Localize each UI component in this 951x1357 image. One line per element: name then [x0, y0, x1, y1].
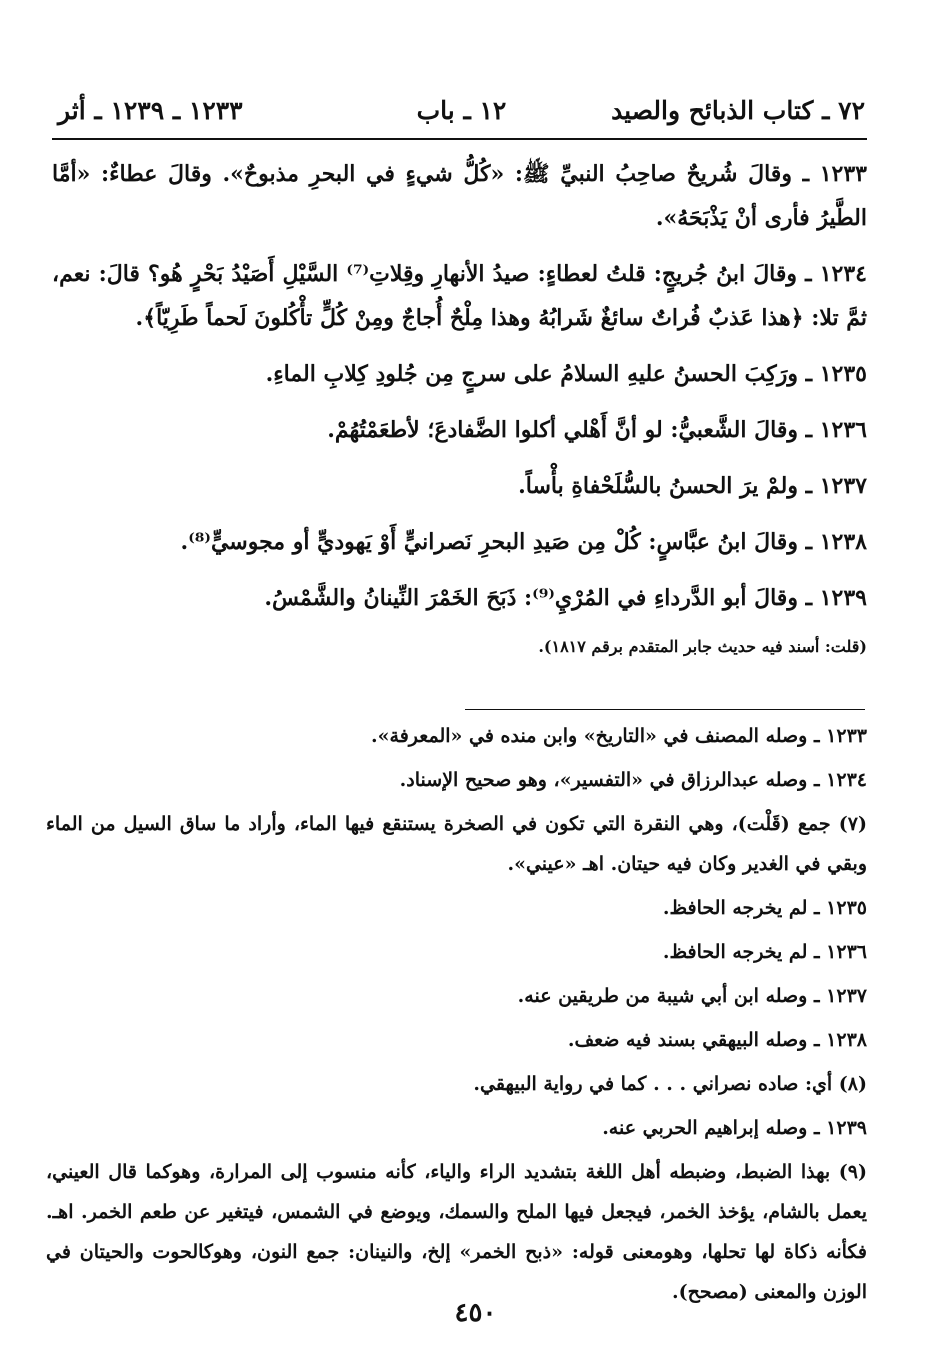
footnote-number: ١٢٣٧: [826, 985, 867, 1007]
footnote-rule: [465, 709, 865, 710]
footnote-text: ـ وصله البيهقي بسند فيه ضعف.: [567, 1029, 820, 1051]
footnote-text: ـ وصله المصنف في «التاريخ» وابن منده في «المعرفة».: [371, 725, 820, 747]
hadith-entry: [52, 252, 867, 340]
footnote-text: ـ وصله عبدالرزاق في «التفسير»، وهو صحيح الإسناد.: [399, 769, 820, 791]
hadith-text: ـ وقالَ شُريحٌ صاحِبُ النبيِّ ﷺ: «كُلُّ شيءٍ في البحرِ مذبوحٌ». وقالَ عطاءٌ: «أمَّا الطَّيرُ فأرى أنْ يَذْبَحَهُ».: [52, 161, 867, 231]
footnote-text: جمع (قَلْت)، وهي النقرة التي تكون في الصخرة يستنقع فيها الماء، وأراد ما ساق السيل من الماء وبقي في الغدير وكان فيه حيتان. اهـ «عيني».: [46, 813, 867, 875]
page-number: ٤٥٠: [454, 1298, 497, 1328]
hadith-number: ١٢٣٤: [819, 261, 867, 287]
footnote-number: ١٢٣٨: [826, 1029, 867, 1051]
header-book-title: ٧٢ ـ كتاب الذبائح والصيد: [611, 96, 865, 125]
footnote-text: ـ وصله ابن أبي شيبة من طريقين عنه.: [517, 985, 820, 1007]
hadith-number: ١٢٣٣: [819, 161, 867, 187]
hadith-number: ١٢٣٥: [819, 361, 867, 387]
hadith-text: ـ ولمْ يرَ الحسنُ بالسُّلَحْفاةِ بأْساً.: [518, 473, 813, 499]
footnote-entry: [46, 1152, 867, 1312]
main-text: [52, 152, 867, 662]
hadith-number: ١٢٣٦: [819, 417, 867, 443]
header-rule: [52, 138, 867, 140]
hadith-entry: [52, 152, 867, 240]
hadith-number: ١٢٣٩: [819, 585, 867, 611]
hadith-text: ـ وقالَ الشَّعبيُّ: لو أنَّ أَهْلي أكلوا الضَّفادعَ؛ لأطعَمْتُهُمْ.: [327, 417, 813, 443]
footnotes: [46, 716, 867, 1316]
footnote-number: ١٢٣٤: [826, 769, 867, 791]
hadith-text: ـ وقالَ ابنُ جُريجٍ: قلتُ لعطاءٍ: صيدُ الأنهارِ وقِلاتِ⁽⁷⁾ السَّيْلِ أَصَيْدُ بَحْرٍ هُو؟ قالَ: نعم، ثمَّ تلا: ﴿هذا عَذبٌ فُراتٌ سائغٌ شَرابُهُ وهذا مِلْحٌ أُجاجٌ ومِنْ كُلٍّ تأْكُلونَ لَحماً طَرِيّاً﴾.: [52, 261, 867, 331]
footnote-number: (٨): [838, 1073, 867, 1095]
footnote-entry: [46, 1108, 867, 1148]
footnote-text: أي: صاده نصراني . . . كما في رواية البيهقي.: [473, 1073, 833, 1095]
editor-note: (قلت: أسند فيه حديث جابر المتقدم برقم ١٨١٧).: [538, 637, 867, 656]
header-range: ١٢٣٣ ـ ١٢٣٩ ـ أثر: [58, 96, 243, 125]
footnote-entry: [46, 888, 867, 928]
hadith-text: ـ وقالَ أبو الدَّرداءِ في المُرْيِ⁽⁹⁾: ذَبَحَ الخَمْرَ النِّينانُ والشَّمْسُ.: [264, 585, 813, 611]
hadith-entry: [52, 352, 867, 396]
running-header: [58, 96, 865, 136]
hadith-entry: [52, 520, 867, 564]
hadith-number: ١٢٣٧: [819, 473, 867, 499]
footnote-entry: [46, 716, 867, 756]
hadith-text: ـ ورَكِبَ الحسنُ عليهِ السلامُ على سرجٍ مِن جُلودِ كِلابِ الماءِ.: [265, 361, 813, 387]
footnote-entry: [46, 1020, 867, 1060]
hadith-entry: [52, 408, 867, 452]
hadith-text: ـ وقالَ ابنُ عبَّاسٍ: كُلْ مِن صَيدِ البحرِ نَصرانيٍّ أَوْ يَهوديٍّ أو مجوسيٍّ⁽⁸⁾.: [180, 529, 813, 555]
hadith-entry: [52, 464, 867, 508]
footnote-number: (٩): [838, 1161, 867, 1183]
footnote-entry: [46, 976, 867, 1016]
footnote-number: ١٢٣٣: [826, 725, 867, 747]
footnote-number: (٧): [838, 813, 867, 835]
footnote-text: ـ وصله إبراهيم الحربي عنه.: [602, 1117, 820, 1139]
footnote-entry: [46, 932, 867, 972]
footnote-text: ـ لم يخرجه الحافظ.: [662, 941, 820, 963]
footnote-number: ١٢٣٦: [826, 941, 867, 963]
header-chapter: ١٢ ـ باب: [416, 96, 507, 125]
footnote-number: ١٢٣٥: [826, 897, 867, 919]
footnote-text: ـ لم يخرجه الحافظ.: [662, 897, 820, 919]
hadith-number: ١٢٣٨: [819, 529, 867, 555]
footnote-text: بهذا الضبط، وضبطه أهل اللغة بتشديد الراء والياء، كأنه منسوب إلى المرارة، وهوكما قال العيني، يعمل بالشام، يؤخذ الخمر، فيجعل فيها الملح والسمك، ويوضع في الشمس، فيتغير عن طعم الخمر. اهـ. فكأنه ذكاة لها تحلها، وهومعنى قوله: «ذبح الخمر» إلخ، والنينان: جمع النون، وهوكالحوت والحيتان في الوزن والمعنى (مصحح).: [46, 1161, 867, 1303]
hadith-entry: [52, 576, 867, 620]
footnote-entry: [46, 760, 867, 800]
footnote-entry: [46, 804, 867, 884]
footnote-entry: [46, 1064, 867, 1104]
footnote-number: ١٢٣٩: [826, 1117, 867, 1139]
